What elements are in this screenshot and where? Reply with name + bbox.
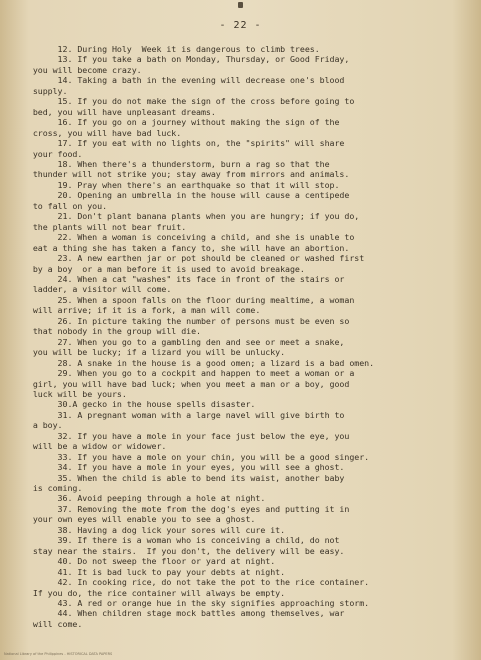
text-line: your own eyes will enable you to see a ghost. bbox=[18, 514, 256, 525]
text-line: 18. When there's a thunderstorm, burn a rag so that the bbox=[18, 158, 330, 169]
text-line: 41. It is bad luck to pay your debts at night. bbox=[18, 566, 286, 577]
text-line: thunder will not strike you; stay away from mirrors and animals. bbox=[18, 169, 350, 180]
text-line: 13. If you take a bath on Monday, Thursday, or Good Friday, bbox=[18, 54, 350, 65]
text-line: cross, you will have bad luck. bbox=[18, 127, 182, 138]
text-line: girl, you will have bad luck; when you meet a man or a boy, good bbox=[18, 378, 350, 389]
text-line: 38. Having a dog lick your sores will cure it. bbox=[18, 524, 286, 535]
text-line: 22. When a woman is conceiving a child, and she is unable to bbox=[18, 232, 355, 243]
text-line: 15. If you do not make the sign of the cross before going to bbox=[18, 96, 355, 107]
text-line: will arrive; if it is a fork, a man will come. bbox=[18, 305, 261, 316]
archive-footer: National Library of the Philippines - HISTORICAL DATA PAPERS bbox=[4, 652, 113, 656]
text-line: a boy. bbox=[18, 420, 63, 431]
text-line: 26. In picture taking the number of persons must be even so bbox=[18, 315, 350, 326]
text-line: 31. A pregnant woman with a large navel will give birth to bbox=[18, 409, 345, 420]
text-line: 44. When children stage mock battles among themselves, war bbox=[18, 608, 345, 619]
page-number: - 22 - bbox=[219, 20, 262, 31]
text-line: ladder, a visitor will come. bbox=[18, 284, 172, 295]
text-line: If you do, the rice container will always be empty. bbox=[18, 587, 286, 598]
text-line: 19. Pray when there's an earthquake so that it will stop. bbox=[18, 179, 340, 190]
text-line: 24. When a cat "washes" its face in front of the stairs or bbox=[18, 273, 345, 284]
text-line: 25. When a spoon falls on the floor during mealtime, a woman bbox=[18, 294, 355, 305]
text-line: 16. If you go on a journey without making the sign of the bbox=[18, 117, 340, 128]
text-line: 14. Taking a bath in the evening will decrease one's blood bbox=[18, 75, 345, 86]
text-line: stay near the stairs. If you don't, the delivery will be easy. bbox=[18, 545, 345, 556]
text-line: by a boy or a man before it is used to avoid breakage. bbox=[18, 263, 305, 274]
text-line: luck will be yours. bbox=[18, 388, 127, 399]
text-line: 27. When you go to a gambling den and see or meet a snake, bbox=[18, 336, 345, 347]
text-line: you will become crazy. bbox=[18, 64, 142, 75]
text-line: 23. A new earthen jar or pot should be cleaned or washed first bbox=[18, 253, 365, 264]
text-line: you will be lucky; if a lizard you will be unlucky. bbox=[18, 347, 286, 358]
text-line: 21. Don't plant banana plants when you are hungry; if you do, bbox=[18, 211, 360, 222]
text-line: will be a widow or widower. bbox=[18, 441, 167, 452]
text-line: will come. bbox=[18, 618, 83, 629]
text-line: 33. If you have a mole on your chin, you will be a good singer. bbox=[18, 451, 370, 462]
text-line: 43. A red or orange hue in the sky signifies approaching storm. bbox=[18, 598, 370, 609]
text-line: 36. Avoid peeping through a hole at night. bbox=[18, 493, 266, 504]
text-line: 35. When the child is able to bend its waist, another baby bbox=[18, 472, 345, 483]
text-line: 34. If you have a mole in your eyes, you will see a ghost. bbox=[18, 462, 345, 473]
text-line: your food. bbox=[18, 148, 83, 159]
text-line: the plants will not bear fruit. bbox=[18, 221, 187, 232]
text-line: 30.A gecko in the house spells disaster. bbox=[18, 399, 256, 410]
text-line: 37. Removing the mote from the dog's eyes and putting it in bbox=[18, 503, 350, 514]
superstitions-list bbox=[18, 44, 470, 629]
binding-mark bbox=[238, 2, 243, 8]
text-line: 42. In cooking rice, do not take the pot to the rice container. bbox=[18, 577, 370, 588]
text-line: supply. bbox=[18, 85, 68, 96]
text-line: bed, you will have unpleasant dreams. bbox=[18, 106, 216, 117]
text-line: 20. Opening an umbrella in the house will cause a centipede bbox=[18, 190, 350, 201]
text-line: 12. During Holy Week it is dangerous to climb trees. bbox=[18, 44, 320, 54]
text-line: 17. If you eat with no lights on, the "spirits" will share bbox=[18, 138, 345, 149]
text-line: eat a thing she has taken a fancy to, she will have an abortion. bbox=[18, 242, 350, 253]
text-line: 32. If you have a mole in your face just below the eye, you bbox=[18, 430, 350, 441]
text-line: 29. When you go to a cockpit and happen to meet a woman or a bbox=[18, 368, 355, 379]
text-line: 28. A snake in the house is a good omen; a lizard is a bad omen. bbox=[18, 357, 375, 368]
text-line: is coming. bbox=[18, 483, 83, 494]
text-line: 39. If there is a woman who is conceiving a child, do not bbox=[18, 535, 340, 546]
text-line: 40. Do not sweep the floor or yard at night. bbox=[18, 556, 276, 567]
text-line: that nobody in the group will die. bbox=[18, 326, 201, 337]
text-line: to fall on you. bbox=[18, 200, 108, 211]
